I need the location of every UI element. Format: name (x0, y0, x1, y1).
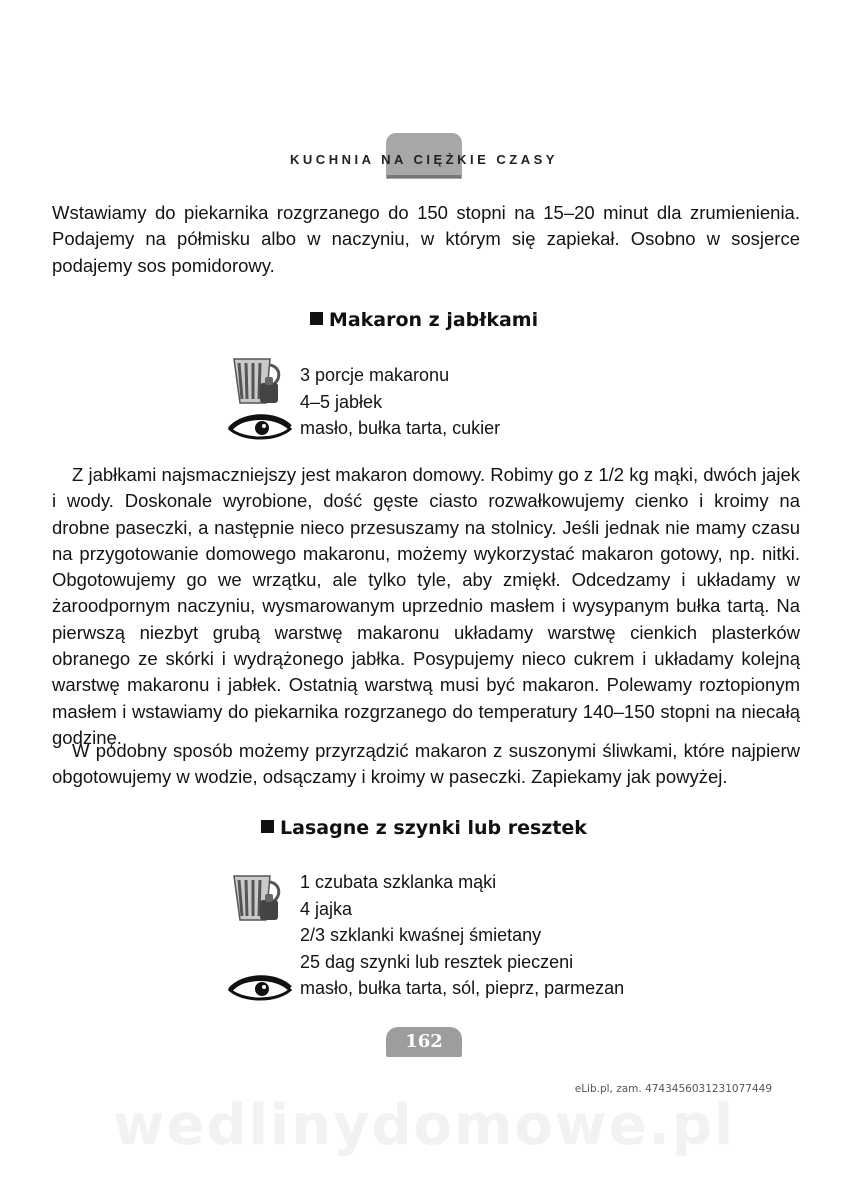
bullet-square-icon (261, 820, 274, 833)
intro-paragraph: Wstawiamy do piekarnika rozgrzanego do 150 stopni na 15–20 minut dla zrumienienia. Podajemy na półmisku albo w naczyniu, w którym się zapiekał. Osobno w sosjerce podajemy sos pomidorowy. (52, 202, 800, 276)
kitchen-pot-icon (230, 353, 286, 409)
watermark: wedlinydomowe.pl (112, 1093, 736, 1158)
kitchen-pot-icon (230, 870, 286, 926)
page-number: 162 (386, 1027, 462, 1057)
ingredient-line: 4–5 jabłek (300, 391, 383, 412)
header-underline (387, 175, 461, 178)
eye-icon (228, 413, 292, 443)
ingredient-line: 4 jajka (300, 898, 353, 919)
ingredient-line: masło, bułka tarta, sól, pieprz, parmezan (300, 978, 625, 998)
ingredient-line: 3 porcje makaronu (300, 365, 450, 385)
recipe1-title-text: Makaron z jabłkami (328, 309, 539, 331)
recipe2-title (0, 817, 848, 839)
recipe2-ingredients (300, 869, 624, 1002)
ingredient-line: masło, bułka tarta, cukier (300, 418, 501, 438)
footer-note: eLib.pl, zam. 4743456031231077449 (574, 1083, 772, 1095)
recipe2-title-text: Lasagne z szynki lub resztek (280, 817, 587, 839)
recipe1-title (0, 309, 848, 331)
bullet-square-icon (310, 312, 323, 325)
ingredient-line: 2/3 szklanki kwaśnej śmietany (300, 925, 542, 945)
ingredient-line: 25 dag szynki lub resztek pieczeni (300, 951, 574, 972)
recipe1-paragraph: W podobny sposób możemy przyrządzić makaron z suszonymi śliwkami, które najpierw obgotowujemy w wodzie, odsączamy i kroimy w paseczki. Zapiekamy jak powyżej. (52, 740, 800, 788)
ingredient-line: 1 czubata szklanka mąki (300, 872, 497, 892)
recipe1-ingredients (300, 362, 500, 442)
running-title: KUCHNIA NA CIĘŻKIE CZASY (290, 152, 558, 167)
eye-icon (228, 974, 292, 1004)
recipe1-paragraph: Z jabłkami najsmaczniejszy jest makaron domowy. Robimy go z 1/2 kg mąki, dwóch jajek i wody. Doskonale wyrobione, dość gęste ciasto rozwałkowujemy cienko i kroimy na drobne paseczki, a następnie nieco przesuszamy na stolnicy. Jeśli jednak nie mamy czasu na przygotowanie domowego makaronu, możemy wykorzystać makaron gotowy, np. nitki. Obgotowujemy go we wrzątku, ale tylko tyle, aby zmiękł. Odcedzamy i układamy w żaroodpornym naczyniu, wysmarowanym uprzednio masłem i wysypanym bułka tartą. Na pierwszą niezbyt grubą warstwę makaronu układamy warstwę cienkich plasterków obranego ze skórki i wydrążonego jabłka. Posypujemy nieco cukrem i układamy kolejną warstwę makaronu i jabłek. Ostatnią warstwą musi być makaron. Polewamy roztopionym masłem i wstawiamy do piekarnika rozgrzanego do temperatury 140–150 stopni na niecałą godzinę. (52, 464, 800, 748)
